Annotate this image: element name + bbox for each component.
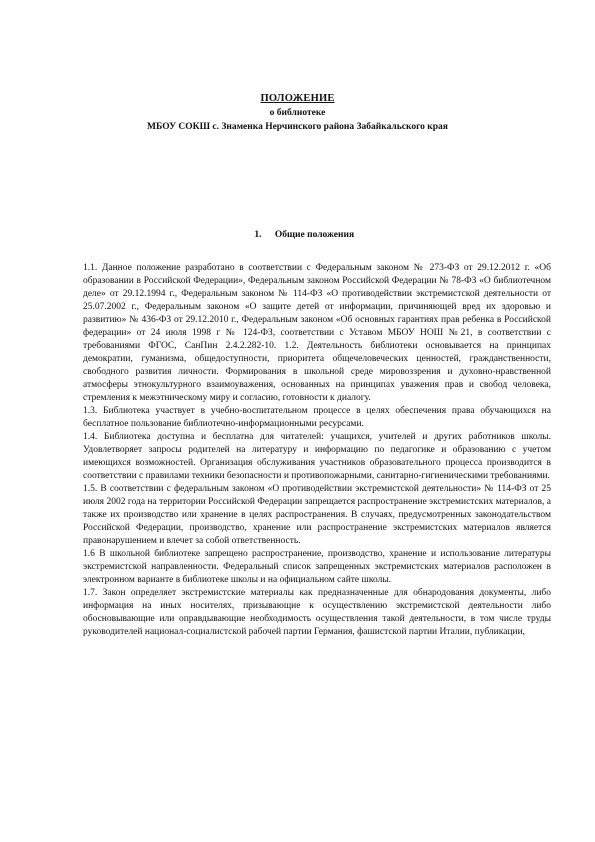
paragraph-1-4: 1.4. Библиотека доступна и бесплатна для читателей: учащихся, учителей и других работников школы. Удовлетворяет запросы родителей на литературу и информацию по педагогике и образованию с учетом имеющихся возможностей. Организация обслуживания участников образовательного процесса производится в соответствии с правилами техники безопасности и противопожарными, санитарно-гигиеническими требованиями. <box>83 432 551 481</box>
document-title: ПОЛОЖЕНИЕ <box>260 93 335 104</box>
document-subtitle: о библиотеке <box>269 108 326 118</box>
paragraph-1-7: 1.7. Закон определяет экстремистские материалы как предназначенные для обнародования документы, либо информация на иных носителях, призывающие к осуществлению экстремистской деятельности либо обосновывающие или оправдывающие необходимость осуществления такой деятельности, в том числе труды руководителей национал-социалистской рабочей партии Германия, фашистской партии Италии, публикации, <box>83 588 551 637</box>
document-header <box>0 92 595 134</box>
organization-name: МБОУ СОКШ с. Знаменка Нерчинского района Забайкальского края <box>147 122 448 132</box>
document-body <box>83 262 551 639</box>
section-title: Общие положения <box>274 230 355 240</box>
paragraph-1-6: 1.6 В школьной библиотеке запрещено распространение, производство, хранение и использование литературы экстремистской направленности. Федеральный список запрещенных экстремистских материалов расположен в электронном варианте в библиотеке школы и на официальном сайте школы. <box>83 549 551 585</box>
section-heading <box>0 230 595 240</box>
section-number: 1. <box>254 230 262 240</box>
paragraph-1-5: 1.5. В соответствии с федеральным законом «О противодействии экстремистской деятельности» № 114-ФЗ от 25 июля 2002 года на территории Российской Федерации запрещается распространение экстремистских материалов, а также их производство или хранение в целях распространения. В случаях, предусмотренных законодательством Российской Федерации, производство, хранение или распространение экстремистских материалов является правонарушением и влечет за собой ответственность. <box>83 484 551 546</box>
paragraph-1-3: 1.3. Библиотека участвует в учебно-воспитательном процессе в целях обеспечения права обучающихся на бесплатное пользование библиотечно-информационными ресурсами. <box>83 406 551 429</box>
paragraph-1-1: 1.1. Данное положение разработано в соответствии с Федеральным законом № 273-ФЗ от 29.12.2012 г. «Об образовании в Российской Федерации», Федеральным законом Российской Федерации № 78-ФЗ «О библиотечном деле» от 29.12.1994 г., Федеральным законом № 114-ФЗ «О противодействии экстремистской деятельности от 25.07.2002 г., Федеральным законом «О защите детей от информации, причиняющей вред их здоровью и развитию» № 436-ФЗ от 29.12.2010 г., Федеральным законом «Об основных гарантиях прав ребенка в Российской федерации» от 24 июля 1998 г № 124-ФЗ, соответствии с Уставом МБОУ НОШ №21, в соответствии с требованиями ФГОС, СанПин 2.4.2.282-10. 1.2. Деятельность библиотеки основывается на принципах демократии, гуманизма, общедоступности, приоритета общечеловеческих ценностей, гражданственности, свободного развития личности. Формирования в школьной среде мировоззрения и духовно-нравственной атмосферы этнокультурного взаимоуважения, основанных на принципах уважения прав и свобод человека, стремления к межэтническому миру и согласию, готовности к диалогу. <box>83 263 551 403</box>
